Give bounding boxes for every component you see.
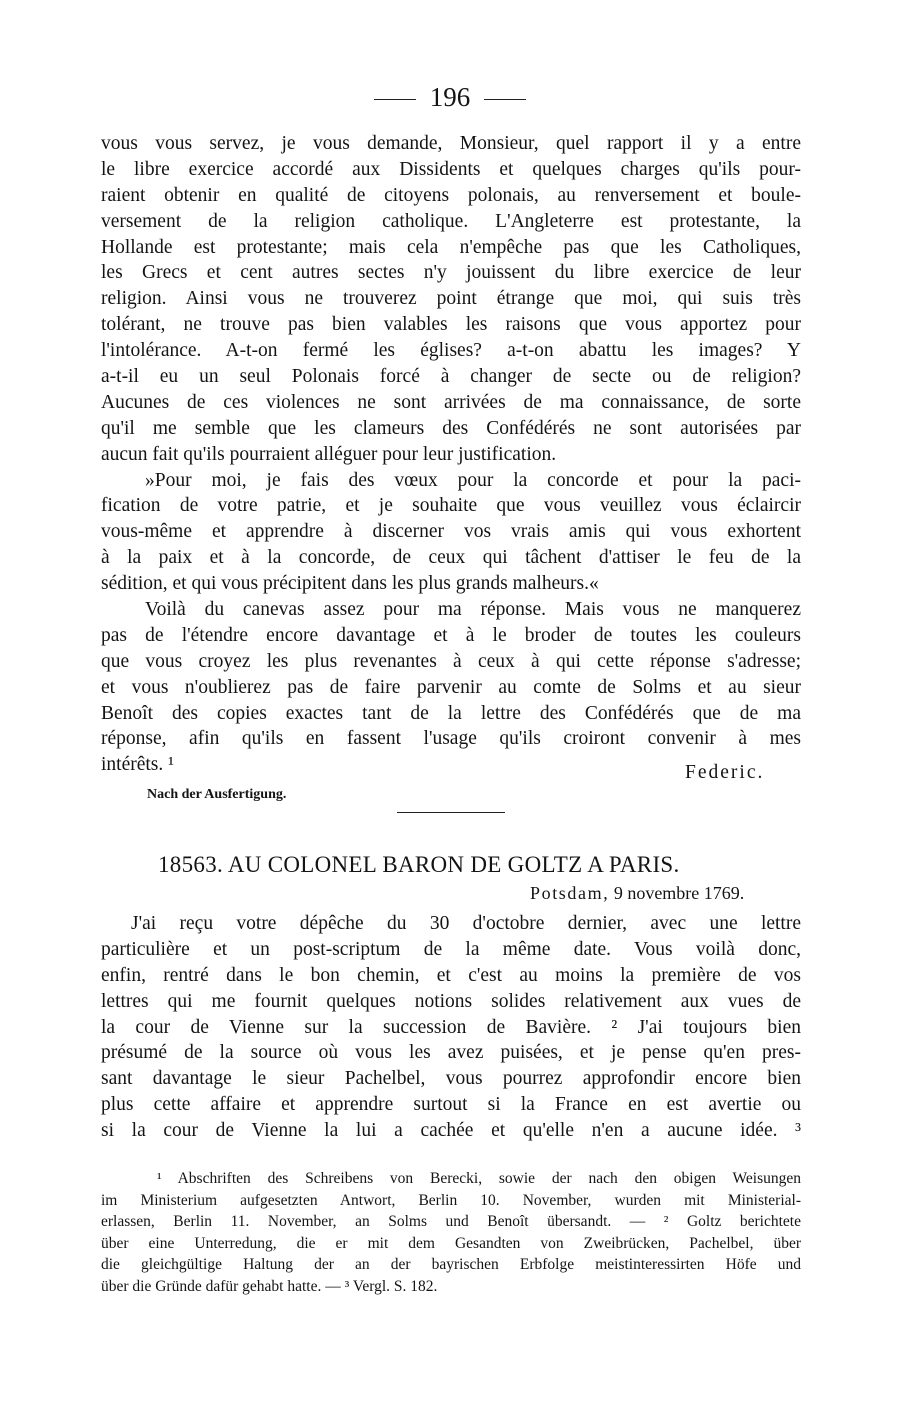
text-line: sant davantage le sieur Pachelbel, vous pourrez approfondir encore bien xyxy=(101,1068,801,1090)
text-line: réponse, afin qu'ils en fassent l'usage qu'ils croiront convenir à mes xyxy=(101,728,801,750)
text-line: si la cour de Vienne la lui a cachée et qu'elle n'en a aucune idée. ³ xyxy=(101,1120,801,1142)
signature: Federic. xyxy=(685,762,765,783)
text-line: et vous n'oublierez pas de faire parvenir au comte de Solms et au sieur xyxy=(101,676,801,698)
text-line: Aucunes de ces violences ne sont arrivées de ma connaissance, de sorte xyxy=(101,391,801,413)
text-line: fication de votre patrie, et je souhaite que vous veuillez vous éclaircir xyxy=(101,495,801,517)
footnote-line: erlassen, Berlin 11. November, an Solms und Benoît übersandt. — ² Goltz berichtete xyxy=(101,1213,801,1231)
footnote-line: im Ministerium aufgesetzten Antwort, Berlin 10. November, wurden mit Ministerial- xyxy=(101,1191,801,1209)
footnote-line: über eine Unterredung, die er mit dem Gesandten von Zweibrücken, Pachelbel, über xyxy=(101,1234,801,1252)
text-line: »Pour moi, je fais des vœux pour la concorde et pour la paci- xyxy=(145,469,801,491)
text-line: pas de l'étendre encore davantage et à le broder de toutes les couleurs xyxy=(101,624,801,646)
document-title: 18563. AU COLONEL BARON DE GOLTZ A PARIS. xyxy=(158,852,680,877)
text-line: Voilà du canevas assez pour ma réponse. Mais vous ne manquerez xyxy=(145,599,801,621)
section-divider xyxy=(397,812,505,813)
text-line: enfin, rentré dans le bon chemin, et c'est au moins la première de vos xyxy=(101,964,801,986)
text-line: vous-même et apprendre à discerner vos vrais amis qui vous exhortent xyxy=(101,521,801,543)
page-header xyxy=(0,82,900,113)
place-date xyxy=(530,883,744,904)
text-line: présumé de la source où vous les avez puisées, et je pense qu'en pres- xyxy=(101,1042,801,1064)
text-line: vous vous servez, je vous demande, Monsieur, quel rapport il y a entre xyxy=(101,133,801,154)
document-date: 9 novembre 1769. xyxy=(613,883,745,903)
letter-continuation xyxy=(101,131,801,778)
header-rule-left xyxy=(374,99,416,100)
header-rule-right xyxy=(484,99,526,100)
source-note: Nach der Ausfertigung. xyxy=(147,787,287,802)
text-line: l'intolérance. A-t-on fermé les églises? a-t-on abattu les images? Y xyxy=(101,340,801,362)
document-place: Potsdam, xyxy=(530,883,610,903)
text-line: plus cette affaire et apprendre surtout si la France en est avertie ou xyxy=(101,1094,801,1116)
text-line: religion. Ainsi vous ne trouverez point étrange que moi, qui suis très xyxy=(101,288,801,310)
text-line: lettres qui me fournit quelques notions solides relativement aux vues de xyxy=(101,990,801,1012)
text-line: sédition, et qui vous précipitent dans les plus grands malheurs.« xyxy=(101,573,599,595)
text-line: à la paix et à la concorde, de ceux qui tâchent d'attiser le feu de la xyxy=(101,547,801,569)
text-line: raient obtenir en qualité de citoyens polonais, au renversement et boule- xyxy=(101,184,801,206)
text-line: particulière et un post-scriptum de la même date. Vous voilà donc, xyxy=(101,938,801,960)
footnotes xyxy=(101,1168,801,1298)
footnote-line: ¹ Abschriften des Schreibens von Berecki, sowie der nach den obigen Weisungen xyxy=(157,1170,801,1187)
page-number: 196 xyxy=(429,82,471,112)
text-line: intérêts. ¹ xyxy=(101,754,174,776)
text-line: a-t-il eu un seul Polonais forcé à changer de secte ou de religion? xyxy=(101,366,801,388)
footnote-line: die gleichgültige Haltung der an der bayrischen Erbfolge meistinteressirten Höfe und xyxy=(101,1256,801,1274)
text-line: le libre exercice accordé aux Dissidents et quelques charges qu'ils pour- xyxy=(101,158,801,180)
text-line: J'ai reçu votre dépêche du 30 d'octobre dernier, avec une lettre xyxy=(131,913,801,934)
text-line: que vous croyez les plus revenantes à ceux à qui cette réponse s'adresse; xyxy=(101,650,801,672)
text-line: versement de la religion catholique. L'Angleterre est protestante, la xyxy=(101,210,801,232)
footnote-line: über die Gründe dafür gehabt hatte. — ³ Vergl. S. 182. xyxy=(101,1277,438,1295)
text-line: aucun fait qu'ils pourraient alléguer pour leur justification. xyxy=(101,443,557,465)
text-line: tolérant, ne trouve pas bien valables les raisons que vous apportez pour xyxy=(101,314,801,336)
document-body xyxy=(101,911,801,1144)
text-line: Benoît des copies exactes tant de la lettre des Confédérés que de ma xyxy=(101,702,801,724)
text-line: Hollande est protestante; mais cela n'empêche pas que les Catholiques, xyxy=(101,236,801,258)
text-line: les Grecs et cent autres sectes n'y jouissent du libre exercice de leur xyxy=(101,262,801,284)
text-line: qu'il me semble que les clameurs des Confédérés ne sont autorisées par xyxy=(101,417,801,439)
text-line: la cour de Vienne sur la succession de Bavière. ² J'ai toujours bien xyxy=(101,1016,801,1038)
